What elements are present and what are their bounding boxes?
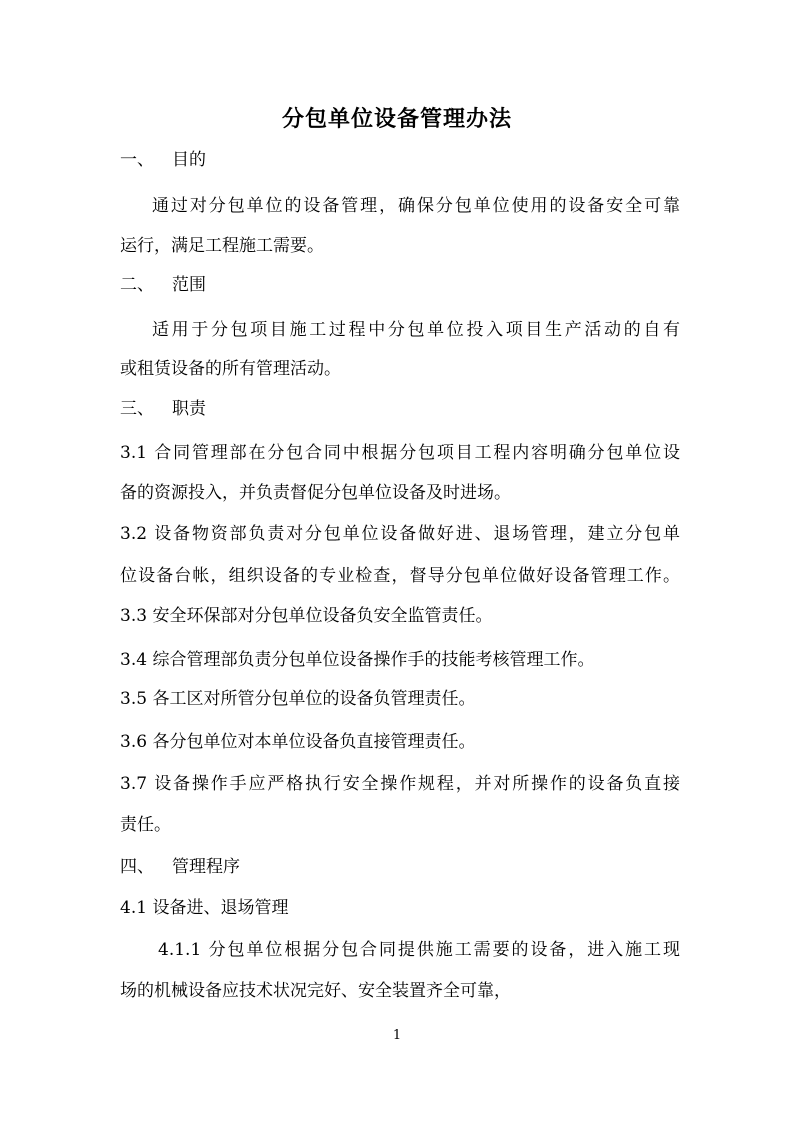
section-number: 一、 xyxy=(120,150,154,170)
section-number: 三、 xyxy=(120,399,154,419)
section-label: 目的 xyxy=(172,150,206,170)
paragraph-line: 3.6 各分包单位对本单位设备负直接管理责任。 xyxy=(120,732,476,752)
section-heading-scope xyxy=(120,272,680,298)
section-label: 职责 xyxy=(172,399,206,419)
paragraph-line: 运行，满足工程施工需要。 xyxy=(120,236,324,256)
subsection-heading: 4.1 设备进、退场管理 xyxy=(120,898,289,918)
page-title: 分包单位设备管理办法 xyxy=(281,106,512,132)
paragraph-line: 4.1.1 分包单位根据分包合同提供施工需要的设备，进入施工现 xyxy=(158,940,680,960)
paragraph-line: 位设备台帐，组织设备的专业检查，督导分包单位做好设备管理工作。 xyxy=(120,566,680,586)
paragraph-line: 3.3 安全环保部对分包单位设备负安全监管责任。 xyxy=(120,606,493,626)
paragraph-line: 3.1 合同管理部在分包合同中根据分包项目工程内容明确分包单位设 xyxy=(120,443,680,463)
paragraph-line: 通过对分包单位的设备管理，确保分包单位使用的设备安全可靠 xyxy=(152,196,680,216)
paragraph-line: 备的资源投入，并负责督促分包单位设备及时进场。 xyxy=(120,483,511,503)
section-label: 范围 xyxy=(172,275,206,295)
paragraph-line: 3.7 设备操作手应严格执行安全操作规程，并对所操作的设备负直接 xyxy=(120,774,680,794)
page-number: 1 xyxy=(392,1028,402,1043)
paragraph-line: 3.2 设备物资部负责对分包单位设备做好进、退场管理，建立分包单 xyxy=(120,524,680,544)
section-heading-purpose xyxy=(120,147,680,173)
paragraph-line: 或租赁设备的所有管理活动。 xyxy=(120,359,341,379)
section-number: 二、 xyxy=(120,275,154,295)
section-number: 四、 xyxy=(120,857,154,877)
paragraph-line: 3.5 各工区对所管分包单位的设备负管理责任。 xyxy=(120,689,476,709)
paragraph-line: 场的机械设备应技术状况完好、安全装置齐全可靠， xyxy=(120,981,511,1001)
paragraph-line: 3.4 综合管理部负责分包单位设备操作手的技能考核管理工作。 xyxy=(120,650,595,670)
section-heading-procedure xyxy=(120,854,680,880)
paragraph-line: 适用于分包项目施工过程中分包单位投入项目生产活动的自有 xyxy=(152,320,680,340)
section-label: 管理程序 xyxy=(172,857,240,877)
paragraph-line: 责任。 xyxy=(120,815,171,835)
section-heading-duties xyxy=(120,396,680,422)
